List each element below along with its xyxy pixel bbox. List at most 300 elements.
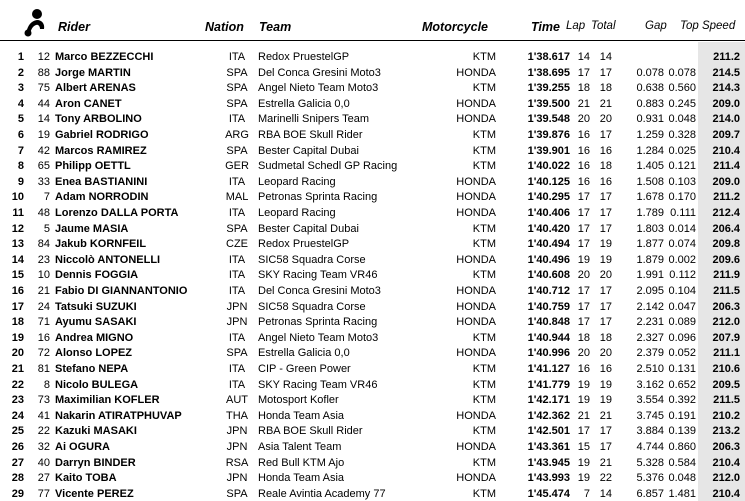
gap-to-previous: 0.048: [668, 113, 696, 126]
lap: 17: [577, 425, 590, 438]
table-row: [0, 487, 745, 501]
total-laps: 17: [599, 66, 612, 79]
lap: 19: [577, 472, 590, 485]
lap: 20: [577, 113, 590, 126]
lap: 19: [577, 378, 590, 391]
lap-time: 1'40.712: [527, 285, 570, 297]
header-total: Total: [591, 20, 616, 32]
table-row: [0, 206, 745, 220]
top-speed: 207.9: [712, 331, 740, 344]
lap: 19: [577, 456, 590, 469]
rider-name: Marco BEZZECCHI: [55, 51, 154, 63]
total-laps: 17: [599, 207, 612, 219]
gap-to-previous: 0.191: [668, 409, 696, 422]
lap-time: 1'39.876: [527, 129, 570, 141]
gap-to-first: 2.379: [636, 347, 664, 360]
position: 19: [11, 331, 24, 344]
motorcycle: KTM: [472, 378, 496, 391]
position: 23: [11, 394, 24, 407]
gap-to-previous: 0.139: [668, 425, 696, 438]
rider-number: 33: [37, 175, 50, 188]
gap-to-previous: 0.584: [668, 456, 696, 469]
total-laps: 17: [599, 129, 612, 141]
motorcycle: KTM: [472, 144, 496, 157]
total-laps: 19: [599, 394, 612, 407]
motorcycle: HONDA: [456, 472, 496, 485]
top-speed: 211.5: [713, 394, 740, 407]
rider-name: Jaume MASIA: [55, 222, 129, 235]
top-speed: 212.4: [712, 207, 740, 219]
team-name: Angel Nieto Team Moto3: [258, 82, 379, 95]
gap-to-first: 4.744: [636, 441, 664, 453]
nation: CZE: [226, 238, 248, 251]
gap-to-previous: 0.078: [668, 66, 696, 79]
header-team: Team: [259, 20, 292, 34]
nation: JPN: [226, 300, 248, 313]
top-speed: 209.0: [712, 175, 740, 188]
team-name: SIC58 Squadra Corse: [258, 253, 366, 266]
gap-to-previous: 0.860: [668, 441, 696, 453]
gap-to-first: 3.162: [636, 378, 664, 391]
total-laps: 22: [599, 472, 612, 485]
gap-to-previous: 0.025: [668, 144, 696, 157]
table-row: [0, 268, 745, 282]
table-row: [0, 237, 745, 251]
rider-name: Jakub KORNFEIL: [55, 238, 147, 251]
gap-to-previous: 0.103: [668, 175, 696, 188]
rider-number: 81: [37, 363, 50, 375]
rider-name: Aron CANET: [55, 97, 122, 110]
lap: 17: [577, 238, 590, 251]
gap-to-first: 5.328: [636, 456, 664, 469]
total-laps: 19: [599, 378, 612, 391]
nation: AUT: [226, 394, 248, 407]
lap-time: 1'40.295: [527, 191, 570, 204]
lap: 16: [577, 175, 590, 188]
motorcycle: HONDA: [456, 300, 496, 313]
lap-time: 1'45.474: [527, 487, 570, 500]
lap: 21: [577, 409, 590, 422]
nation: ITA: [228, 331, 246, 344]
table-row: [0, 253, 745, 267]
rider-number: 22: [37, 425, 50, 438]
table-row: [0, 362, 745, 376]
lap-time: 1'38.695: [527, 66, 570, 79]
top-speed: 214.5: [712, 66, 740, 79]
gap-to-first: 1.678: [636, 191, 664, 204]
gap-to-previous: 0.328: [668, 129, 696, 141]
total-laps: 18: [599, 160, 612, 173]
gap-to-first: 6.857: [636, 487, 664, 500]
lap: 18: [577, 331, 590, 344]
top-speed: 211.2: [713, 51, 740, 63]
motorcycle: KTM: [472, 425, 496, 438]
table-row: [0, 128, 745, 142]
motorcycle: HONDA: [456, 113, 496, 126]
nation: SPA: [226, 97, 248, 110]
header-nation: Nation: [205, 20, 244, 34]
lap: 21: [577, 97, 590, 110]
table-row: [0, 66, 745, 80]
top-speed: 206.4: [712, 222, 740, 235]
rider-number: 27: [37, 472, 50, 485]
position: 13: [11, 238, 24, 251]
position: 6: [17, 129, 24, 141]
rider-name: Nakarin ATIRATPHUVAP: [55, 409, 182, 422]
top-speed: 210.2: [712, 409, 740, 422]
top-speed: 209.5: [712, 378, 740, 391]
rider-number: 41: [37, 409, 50, 422]
total-laps: 17: [599, 441, 612, 453]
rider-name: Dennis FOGGIA: [55, 269, 139, 282]
gap-to-first: 2.510: [636, 363, 664, 375]
team-name: Del Conca Gresini Moto3: [258, 285, 381, 297]
motorcycle: HONDA: [456, 175, 496, 188]
table-row: [0, 346, 745, 360]
total-laps: 18: [599, 82, 612, 95]
table-row: [0, 300, 745, 314]
nation: ITA: [228, 253, 246, 266]
team-name: SIC58 Squadra Corse: [258, 300, 366, 313]
gap-to-first: 2.231: [636, 316, 664, 329]
motorcycle: HONDA: [456, 285, 496, 297]
position: 21: [11, 363, 24, 375]
nation: THA: [226, 409, 248, 422]
table-row: [0, 424, 745, 438]
rider-name: Tatsuki SUZUKI: [55, 300, 137, 313]
motorcycle: HONDA: [456, 97, 496, 110]
motorcycle: KTM: [472, 222, 496, 235]
team-name: Estrella Galicia 0,0: [258, 347, 350, 360]
table-row: [0, 97, 745, 111]
rider-number: 14: [37, 113, 50, 126]
rider-name: Ai OGURA: [55, 441, 110, 453]
top-speed: 210.6: [712, 363, 740, 375]
rider-number: 84: [37, 238, 50, 251]
team-name: Leopard Racing: [258, 207, 336, 219]
lap-time: 1'43.361: [527, 441, 570, 453]
lap-time: 1'40.022: [527, 160, 570, 173]
rider-name: Maximilian KOFLER: [55, 394, 160, 407]
lap: 17: [577, 300, 590, 313]
gap-to-previous: 0.112: [669, 269, 696, 282]
gap-to-first: 1.803: [636, 222, 664, 235]
gap-to-previous: 0.047: [668, 300, 696, 313]
position: 12: [11, 222, 24, 235]
header-top-speed: Top Speed: [680, 20, 736, 32]
motorcycle: KTM: [472, 160, 496, 173]
nation: ITA: [228, 175, 246, 188]
top-speed: 211.1: [713, 347, 740, 360]
motorcycle: HONDA: [456, 347, 496, 360]
top-speed: 211.5: [713, 285, 740, 297]
rider-name: Niccolò ANTONELLI: [55, 253, 161, 266]
team-name: Del Conca Gresini Moto3: [258, 66, 381, 79]
total-laps: 18: [599, 331, 612, 344]
lap: 17: [577, 66, 590, 79]
lap-time: 1'40.608: [527, 269, 570, 282]
motorcycle: KTM: [472, 331, 496, 344]
team-name: RBA BOE Skull Rider: [258, 129, 363, 141]
rider-number: 44: [37, 97, 50, 110]
motorcycle: HONDA: [456, 207, 496, 219]
gap-to-first: 2.327: [636, 331, 664, 344]
table-row: [0, 222, 745, 236]
lap: 14: [577, 51, 590, 63]
header-gap: Gap: [645, 20, 667, 32]
position: 11: [12, 207, 24, 219]
top-speed: 209.0: [712, 97, 740, 110]
position: 25: [11, 425, 24, 438]
top-speed: 206.3: [712, 300, 740, 313]
rider-number: 77: [37, 487, 50, 500]
rider-name: Kaito TOBA: [55, 472, 117, 485]
lap: 20: [577, 269, 590, 282]
motorcycle: HONDA: [456, 316, 496, 329]
lap: 16: [577, 363, 590, 375]
rider-name: Adam NORRODIN: [55, 191, 149, 204]
total-laps: 19: [599, 238, 612, 251]
lap-time: 1'40.496: [527, 253, 570, 266]
nation: SPA: [226, 347, 248, 360]
total-laps: 20: [599, 347, 612, 360]
rider-number: 21: [37, 285, 50, 297]
lap: 20: [577, 347, 590, 360]
table-row: [0, 190, 745, 204]
position: 7: [17, 144, 24, 157]
lap-time: 1'39.500: [527, 97, 570, 110]
lap-time: 1'41.779: [527, 378, 570, 391]
position: 10: [11, 191, 24, 204]
rider-number: 5: [43, 222, 50, 235]
lap-time: 1'39.548: [527, 113, 570, 126]
total-laps: 14: [599, 51, 612, 63]
rider-number: 16: [37, 331, 50, 344]
top-speed: 211.9: [713, 269, 740, 282]
top-speed: 209.7: [712, 129, 740, 141]
nation: ITA: [228, 363, 246, 375]
lap-time: 1'40.944: [527, 331, 570, 344]
gap-to-first: 1.284: [636, 144, 664, 157]
gap-to-first: 5.376: [636, 472, 664, 485]
gap-to-previous: 0.245: [668, 97, 696, 110]
rider-name: Nicolo BULEGA: [55, 378, 139, 391]
position: 17: [11, 300, 24, 313]
nation: SPA: [226, 66, 248, 79]
rider-number: 19: [37, 129, 50, 141]
nation: GER: [225, 160, 249, 173]
table-row: [0, 440, 745, 454]
rider-name: Gabriel RODRIGO: [55, 129, 149, 141]
total-laps: 20: [599, 113, 612, 126]
table-row: [0, 456, 745, 470]
position: 5: [17, 113, 24, 126]
header-divider: [0, 40, 745, 41]
top-speed: 214.0: [712, 113, 740, 126]
top-speed: 211.4: [713, 160, 740, 173]
gap-to-first: 0.931: [636, 113, 664, 126]
rider-number: 12: [37, 51, 50, 63]
lap: 16: [577, 144, 590, 157]
lap-time: 1'38.617: [527, 51, 570, 63]
gap-to-previous: 1.481: [668, 487, 696, 500]
lap: 17: [577, 285, 590, 297]
team-name: Reale Avintia Academy 77: [258, 487, 386, 500]
table-row: [0, 393, 745, 407]
position: 8: [17, 160, 24, 173]
gap-to-previous: 0.014: [668, 222, 696, 235]
position: 27: [11, 456, 24, 469]
nation: ITA: [228, 51, 246, 63]
rider-number: 71: [37, 316, 50, 329]
position: 1: [17, 51, 24, 63]
top-speed: 214.3: [712, 82, 740, 95]
team-name: Angel Nieto Team Moto3: [258, 331, 379, 344]
position: 28: [11, 472, 24, 485]
rider-number: 88: [37, 66, 50, 79]
top-speed: 210.4: [712, 456, 740, 469]
team-name: Sudmetal Schedl GP Racing: [258, 160, 398, 173]
lap: 17: [577, 191, 590, 204]
total-laps: 17: [599, 191, 612, 204]
position: 14: [11, 253, 24, 266]
nation: SPA: [226, 144, 248, 157]
nation: SPA: [226, 487, 248, 500]
position: 22: [11, 378, 24, 391]
gap-to-previous: 0.170: [668, 191, 696, 204]
table-header: [0, 0, 745, 42]
gap-to-first: 2.142: [636, 300, 664, 313]
rider-number: 24: [37, 300, 50, 313]
rider-name: Kazuki MASAKI: [55, 425, 137, 438]
nation: ARG: [225, 129, 249, 141]
position: 20: [11, 347, 24, 360]
rider-name: Andrea MIGNO: [55, 331, 134, 344]
top-speed: 212.0: [712, 472, 740, 485]
team-name: Redox PruestelGP: [258, 51, 350, 63]
lap-time: 1'40.406: [527, 207, 570, 219]
team-name: Petronas Sprinta Racing: [258, 191, 378, 204]
team-name: Bester Capital Dubai: [258, 222, 359, 235]
gap-to-first: 1.877: [636, 238, 664, 251]
table-row: [0, 409, 745, 423]
team-name: CIP - Green Power: [258, 363, 351, 375]
gap-to-first: 3.554: [636, 394, 664, 407]
motorcycle: KTM: [472, 394, 496, 407]
rider-number: 8: [43, 378, 50, 391]
motorcycle: KTM: [472, 51, 496, 63]
nation: ITA: [228, 207, 246, 219]
gap-to-first: 2.095: [636, 285, 664, 297]
rider-name: Enea BASTIANINI: [55, 175, 148, 188]
lap-time: 1'40.125: [527, 175, 570, 188]
lap: 7: [583, 487, 590, 500]
team-name: SKY Racing Team VR46: [258, 378, 378, 391]
lap: 17: [577, 316, 590, 329]
total-laps: 17: [599, 222, 612, 235]
total-laps: 19: [599, 253, 612, 266]
gap-to-first: 3.745: [636, 409, 664, 422]
position: 2: [17, 66, 24, 79]
gap-to-first: 1.991: [636, 269, 664, 282]
rider-name: Fabio DI GIANNANTONIO: [55, 285, 188, 297]
table-row: [0, 112, 745, 126]
lap-time: 1'43.993: [527, 472, 570, 485]
position: 9: [17, 175, 24, 188]
gap-to-previous: 0.131: [668, 363, 696, 375]
gap-to-first: 1.405: [636, 160, 664, 173]
gap-to-first: 0.078: [636, 66, 664, 79]
team-name: Honda Team Asia: [258, 472, 345, 485]
gap-to-first: 1.879: [636, 253, 664, 266]
rider-name: Jorge MARTIN: [55, 66, 131, 79]
header-motorcycle: Motorcycle: [422, 20, 488, 34]
rider-number: 42: [37, 144, 50, 157]
motorcycle: KTM: [472, 269, 496, 282]
gap-to-previous: 0.560: [668, 82, 696, 95]
lap: 16: [577, 160, 590, 173]
top-speed: 210.4: [712, 487, 740, 500]
rider-name: Albert ARENAS: [55, 82, 136, 95]
rider-name: Marcos RAMIREZ: [55, 144, 147, 157]
total-laps: 14: [599, 487, 612, 500]
motorcycle-rider-logo-icon: [22, 7, 48, 37]
motorcycle: HONDA: [456, 409, 496, 422]
rider-number: 65: [37, 160, 50, 173]
rider-name: Darryn BINDER: [55, 456, 136, 469]
position: 15: [11, 269, 24, 282]
rider-number: 73: [37, 394, 50, 407]
lap-time: 1'39.255: [527, 82, 570, 95]
table-row: [0, 144, 745, 158]
lap: 17: [577, 207, 590, 219]
gap-to-previous: 0.104: [668, 285, 696, 297]
table-row: [0, 471, 745, 485]
rider-name: Lorenzo DALLA PORTA: [55, 207, 179, 219]
total-laps: 17: [599, 285, 612, 297]
total-laps: 21: [599, 97, 612, 110]
position: 26: [11, 441, 24, 453]
total-laps: 21: [599, 456, 612, 469]
nation: MAL: [225, 191, 249, 204]
lap-time: 1'40.848: [527, 316, 570, 329]
gap-to-first: 1.259: [636, 129, 664, 141]
nation: ITA: [228, 269, 246, 282]
team-name: Redox PruestelGP: [258, 238, 350, 251]
rider-name: Stefano NEPA: [55, 363, 129, 375]
nation: ITA: [228, 113, 246, 126]
rider-number: 7: [43, 191, 50, 204]
lap-time: 1'40.759: [527, 300, 570, 313]
table-row: [0, 50, 745, 64]
table-row: [0, 378, 745, 392]
team-name: Leopard Racing: [258, 175, 336, 188]
lap-time: 1'42.501: [527, 425, 570, 438]
motorcycle: KTM: [472, 363, 496, 375]
rider-name: Alonso LOPEZ: [55, 347, 132, 360]
gap-to-previous: 0.652: [668, 378, 696, 391]
lap: 18: [577, 82, 590, 95]
lap-time: 1'42.362: [527, 409, 570, 422]
nation: SPA: [226, 222, 248, 235]
table-row: [0, 159, 745, 173]
gap-to-previous: 0.089: [668, 316, 696, 329]
nation: JPN: [226, 316, 248, 329]
gap-to-first: 1.789: [636, 207, 664, 219]
table-row: [0, 284, 745, 298]
table-row: [0, 81, 745, 95]
gap-to-previous: 0.002: [668, 253, 696, 266]
